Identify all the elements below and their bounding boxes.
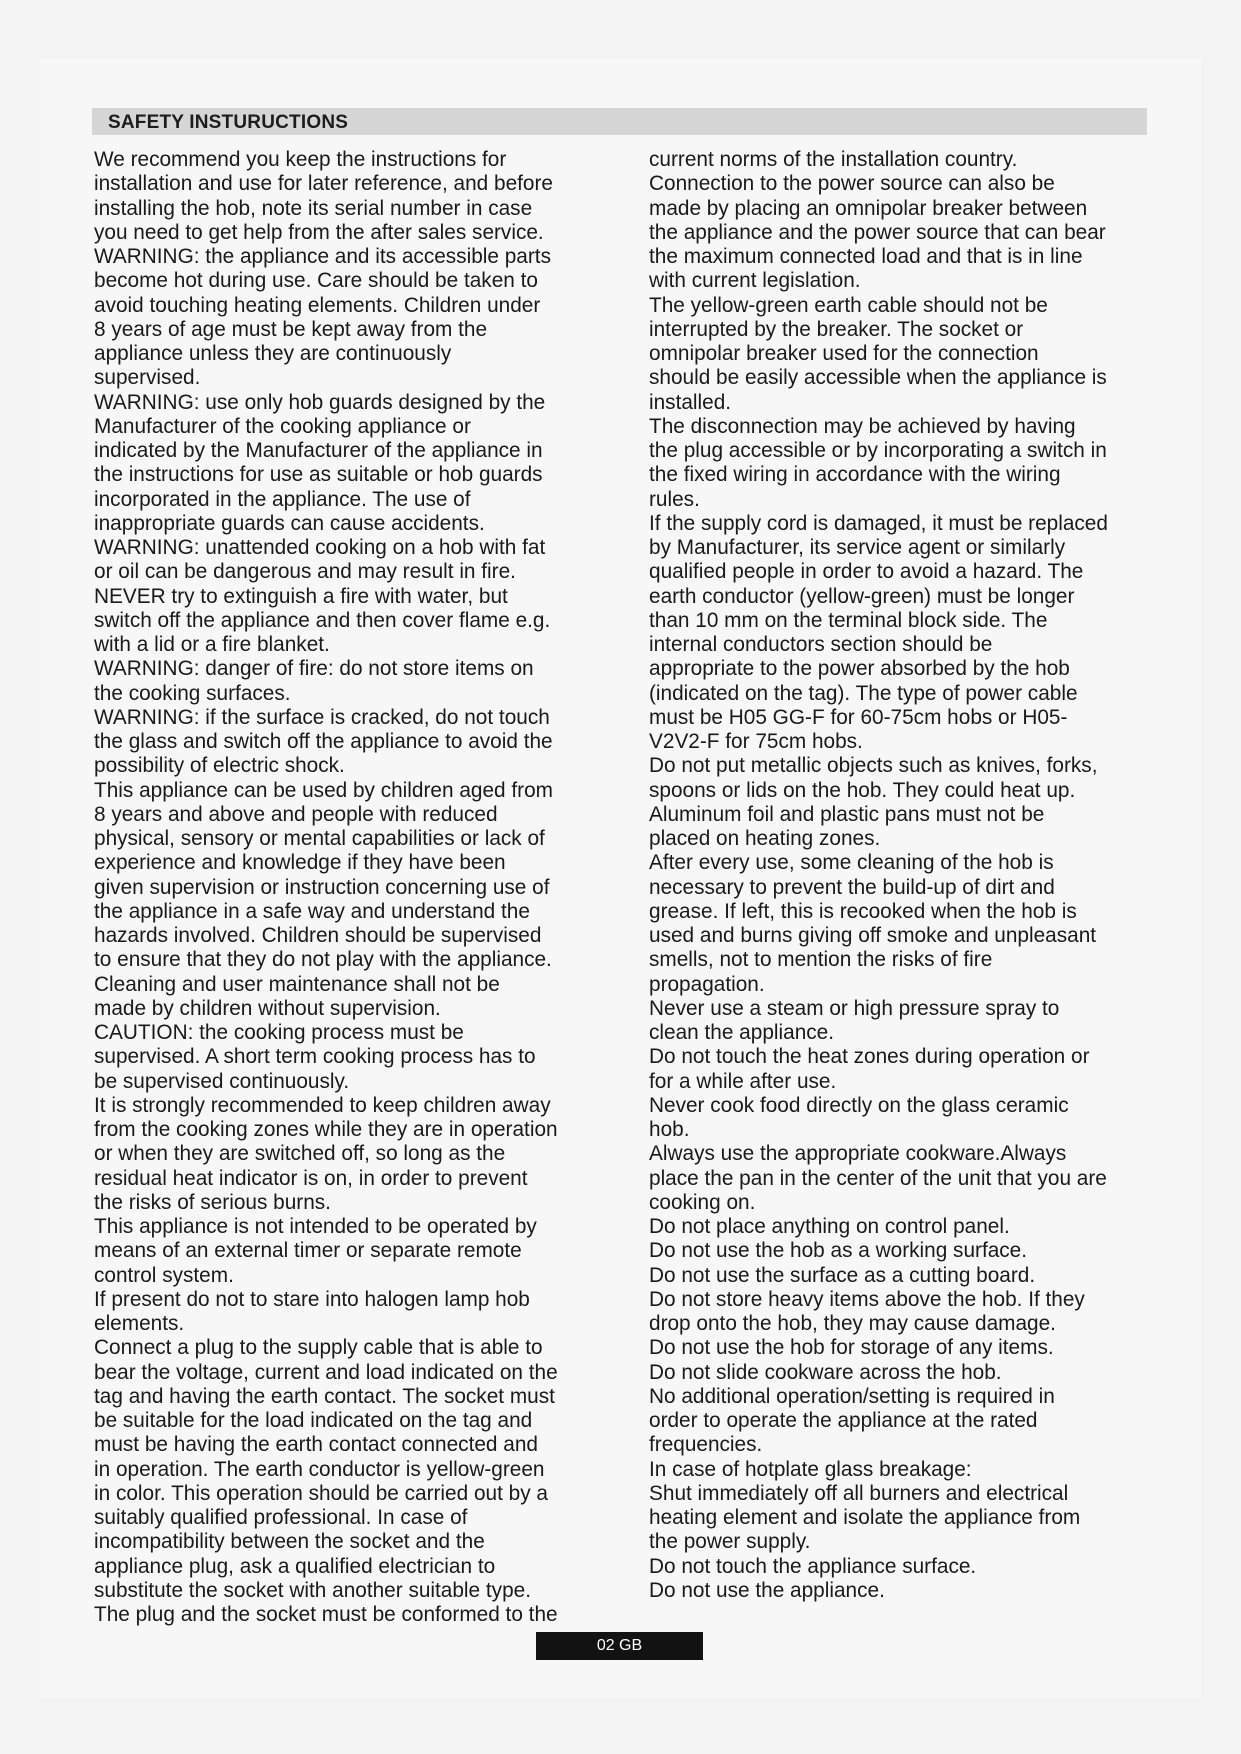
text-line: We recommend you keep the instructions for xyxy=(94,148,507,171)
text-line: incompatibility between the socket and the xyxy=(94,1530,485,1554)
text-line: NEVER try to extinguish a fire with water, but xyxy=(94,584,508,608)
text-line: hazards involved. Children should be supervised xyxy=(94,924,542,947)
text-line: become hot during use. Care should be taken to xyxy=(94,269,538,293)
text-line: spoons or lids on the hob. They could heat up. xyxy=(649,778,1076,802)
text-line: tag and having the earth contact. The socket must xyxy=(94,1384,555,1408)
text-line: possibility of electric shock. xyxy=(94,754,345,778)
text-line: physical, sensory or mental capabilities or lack of xyxy=(94,827,545,850)
text-line: in color. This operation should be carried out by a xyxy=(94,1481,548,1505)
text-line: the appliance in a safe way and understand the xyxy=(94,899,530,923)
text-line: No additional operation/setting is required in xyxy=(649,1384,1055,1408)
text-line: to ensure that they do not play with the appliance. xyxy=(94,948,552,972)
text-line: smells, not to mention the risks of fire xyxy=(649,948,993,972)
text-line: WARNING: unattended cooking on a hob with fat xyxy=(94,536,546,559)
text-line: must be having the earth contact connected and xyxy=(94,1433,538,1457)
text-line: After every use, some cleaning of the hob is xyxy=(649,851,1054,875)
text-line: propagation. xyxy=(649,972,765,996)
text-line: Manufacturer of the cooking appliance or xyxy=(94,414,471,438)
text-line: Cleaning and user maintenance shall not be xyxy=(94,972,500,996)
text-line: appliance plug, ask a qualified electrician to xyxy=(94,1554,496,1578)
text-line: elements. xyxy=(94,1312,185,1335)
text-line: incorporated in the appliance. The use of xyxy=(94,487,471,511)
text-line: installing the hob, note its serial number in case xyxy=(94,196,533,220)
text-line: Do not use the hob for storage of any items. xyxy=(649,1336,1054,1360)
text-line: The yellow-green earth cable should not be xyxy=(649,293,1048,317)
text-line: by Manufacturer, its service agent or similarly xyxy=(649,536,1066,559)
text-line: The plug and the socket must be conformed to the xyxy=(94,1603,558,1626)
text-line: internal conductors section should be xyxy=(649,633,993,656)
text-line: for a while after use. xyxy=(649,1069,837,1093)
text-line: the risks of serious burns. xyxy=(94,1190,331,1214)
text-line: experience and knowledge if they have been xyxy=(94,851,506,875)
text-line: 8 years and above and people with reduced xyxy=(94,802,498,826)
text-line: Connection to the power source can also be xyxy=(649,172,1055,196)
text-line: Do not touch the heat zones during operation or xyxy=(649,1045,1090,1069)
text-line: the power supply. xyxy=(649,1530,811,1554)
text-line: appliance unless they are continuously xyxy=(94,342,452,365)
section-title: SAFETY INSTURUCTIONS xyxy=(108,112,349,133)
text-line: made by children without supervision. xyxy=(94,996,441,1020)
text-line: cooking on. xyxy=(649,1190,756,1214)
text-line: Always use the appropriate cookware.Always xyxy=(649,1142,1067,1166)
text-line: the maximum connected load and that is in line xyxy=(649,245,1083,268)
text-line: control system. xyxy=(94,1263,234,1287)
text-line: the appliance and the power source that can bear xyxy=(649,220,1106,244)
text-line: be supervised continuously. xyxy=(94,1069,350,1093)
text-line: Aluminum foil and plastic pans must not be xyxy=(649,802,1045,826)
text-line: qualified people in order to avoid a hazard. The xyxy=(649,560,1084,584)
text-line: residual heat indicator is on, in order to prevent xyxy=(94,1166,528,1190)
text-line: earth conductor (yellow-green) must be longer xyxy=(649,584,1075,608)
text-line: WARNING: danger of fire: do not store items on xyxy=(94,657,534,681)
text-line: WARNING: use only hob guards designed by the xyxy=(94,390,546,414)
text-line: the glass and switch off the appliance to avoid the xyxy=(94,730,553,753)
text-line: frequencies. xyxy=(649,1433,763,1457)
text-line: drop onto the hob, they may cause damage. xyxy=(649,1312,1056,1335)
text-line: interrupted by the breaker. The socket or xyxy=(649,317,1024,341)
text-line: used and burns giving off smoke and unpleasant xyxy=(649,924,1097,947)
text-line: installation and use for later reference, and before xyxy=(94,172,553,196)
text-line: you need to get help from the after sales service. xyxy=(94,220,544,244)
text-line: The disconnection may be achieved by having xyxy=(649,414,1076,438)
text-line: It is strongly recommended to keep children away xyxy=(94,1093,551,1117)
text-line: be suitable for the load indicated on the tag and xyxy=(94,1409,533,1432)
text-line: means of an external timer or separate remote xyxy=(94,1239,522,1263)
text-line: Do not put metallic objects such as knives, forks, xyxy=(649,754,1098,778)
text-line: suitably qualified professional. In case of xyxy=(94,1506,468,1529)
left-column xyxy=(94,148,624,1627)
text-line: place the pan in the center of the unit that you are xyxy=(649,1166,1107,1190)
text-line: supervised. xyxy=(94,366,201,390)
text-line: omnipolar breaker used for the connection xyxy=(649,342,1039,365)
text-line: CAUTION: the cooking process must be xyxy=(94,1021,464,1044)
text-line: necessary to prevent the build-up of dirt and xyxy=(649,875,1055,899)
text-line: Do not touch the appliance surface. xyxy=(649,1554,977,1578)
text-line: or when they are switched off, so long as the xyxy=(94,1142,506,1166)
text-line: Do not use the hob as a working surface. xyxy=(649,1239,1028,1263)
text-line: inappropriate guards can cause accidents. xyxy=(94,511,485,535)
right-column xyxy=(649,148,1171,1603)
text-line: WARNING: if the surface is cracked, do not touch xyxy=(94,705,550,729)
text-line: If present do not to stare into halogen lamp hob xyxy=(94,1287,530,1311)
text-line: This appliance can be used by children aged from xyxy=(94,778,553,802)
text-line: Do not use the surface as a cutting board. xyxy=(649,1263,1036,1287)
text-line: heating element and isolate the appliance from xyxy=(649,1506,1081,1529)
text-line: Do not store heavy items above the hob. If they xyxy=(649,1287,1085,1311)
text-line: WARNING: the appliance and its accessible parts xyxy=(94,245,551,268)
text-line: supervised. A short term cooking process has to xyxy=(94,1045,536,1069)
text-line: Never cook food directly on the glass ceramic xyxy=(649,1093,1069,1117)
text-line: Do not place anything on control panel. xyxy=(649,1215,1010,1238)
text-line: Never use a steam or high pressure spray to xyxy=(649,996,1060,1020)
text-line: given supervision or instruction concerning use of xyxy=(94,875,550,899)
text-line: Do not use the appliance. xyxy=(649,1578,885,1602)
section-header xyxy=(92,108,1147,135)
text-line: current norms of the installation country. xyxy=(649,148,1018,171)
text-line: clean the appliance. xyxy=(649,1021,834,1044)
text-line: (indicated on the tag). The type of power cable xyxy=(649,681,1078,705)
text-line: substitute the socket with another suitable type. xyxy=(94,1578,531,1602)
text-line: appropriate to the power absorbed by the hob xyxy=(649,657,1070,681)
text-line: installed. xyxy=(649,390,732,414)
text-line: the instructions for use as suitable or hob guards xyxy=(94,463,543,487)
text-line: bear the voltage, current and load indicated on the xyxy=(94,1360,558,1384)
text-line: switch off the appliance and then cover flame e.g. xyxy=(94,608,551,632)
text-line: In case of hotplate glass breakage: xyxy=(649,1457,972,1481)
text-line: made by placing an omnipolar breaker between xyxy=(649,196,1088,220)
text-line: This appliance is not intended to be operated by xyxy=(94,1215,537,1238)
text-line: Do not slide cookware across the hob. xyxy=(649,1360,1002,1384)
text-line: avoid touching heating elements. Children under xyxy=(94,293,541,317)
text-line: or oil can be dangerous and may result in fire. xyxy=(94,560,516,584)
text-line: with a lid or a fire blanket. xyxy=(94,633,330,656)
text-line: order to operate the appliance at the rated xyxy=(649,1409,1038,1432)
text-line: Shut immediately off all burners and electrical xyxy=(649,1481,1069,1505)
text-line: than 10 mm on the terminal block side. The xyxy=(649,608,1048,632)
text-line: rules. xyxy=(649,487,700,511)
text-line: from the cooking zones while they are in operation xyxy=(94,1118,558,1141)
text-line: Connect a plug to the supply cable that is able to xyxy=(94,1336,543,1360)
page-number: 02 GB xyxy=(536,1632,703,1660)
text-line: in operation. The earth conductor is yellow-green xyxy=(94,1457,545,1481)
text-line: the plug accessible or by incorporating a switch in xyxy=(649,439,1107,462)
text-line: hob. xyxy=(649,1118,690,1141)
text-line: If the supply cord is damaged, it must be replaced xyxy=(649,511,1108,535)
text-line: with current legislation. xyxy=(649,269,861,293)
text-line: should be easily accessible when the appliance is xyxy=(649,366,1107,390)
text-line: grease. If left, this is recooked when the hob is xyxy=(649,899,1077,923)
text-line: must be H05 GG-F for 60-75cm hobs or H05- xyxy=(649,705,1068,729)
text-line: 8 years of age must be kept away from the xyxy=(94,317,488,341)
text-line: the fixed wiring in accordance with the wiring xyxy=(649,463,1061,487)
text-line: placed on heating zones. xyxy=(649,827,881,850)
text-line: the cooking surfaces. xyxy=(94,681,291,705)
text-line: V2V2-F for 75cm hobs. xyxy=(649,730,863,753)
text-line: indicated by the Manufacturer of the appliance in xyxy=(94,439,543,462)
